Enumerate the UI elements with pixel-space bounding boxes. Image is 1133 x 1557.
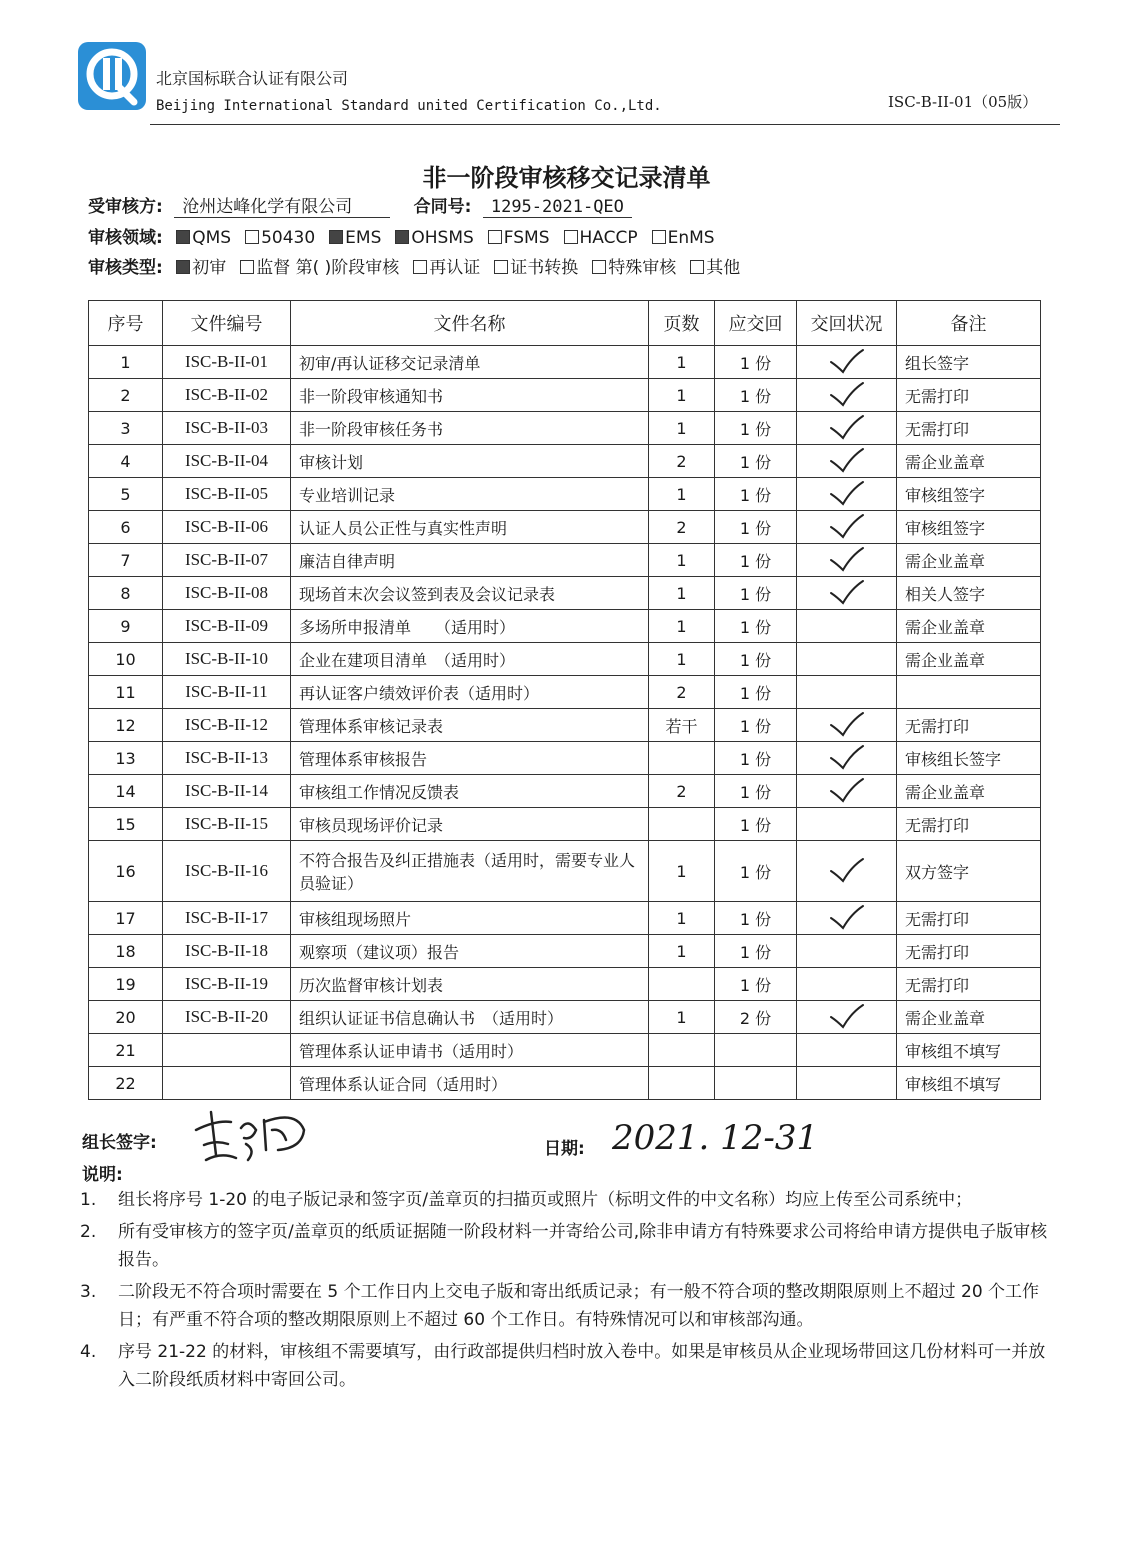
domain-option-label: QMS bbox=[192, 228, 232, 248]
domain-option[interactable] bbox=[488, 228, 550, 248]
file-code: ISC-B-II-13 bbox=[163, 742, 291, 775]
copies-due: 1 份 bbox=[715, 346, 797, 379]
page-count: 2 bbox=[649, 676, 715, 709]
checkbox-icon[interactable] bbox=[592, 260, 606, 274]
audit-domain-row bbox=[88, 223, 729, 248]
domain-option-label: EMS bbox=[345, 228, 382, 248]
checkmark-icon bbox=[827, 744, 867, 772]
column-header: 交回状况 bbox=[797, 301, 897, 346]
file-name: 管理体系认证申请书（适用时） bbox=[291, 1034, 649, 1067]
auditee-label: 受审核方: bbox=[88, 197, 163, 217]
note-text: 组长将序号 1-20 的电子版记录和签字页/盖章页的扫描页或照片（标明文件的中文名称）均应上传至公司系统中； bbox=[118, 1190, 973, 1210]
file-name: 观察项（建议项）报告 bbox=[291, 935, 649, 968]
table-body bbox=[89, 346, 1041, 1100]
page-count bbox=[649, 1034, 715, 1067]
domain-option[interactable] bbox=[564, 228, 638, 248]
column-header: 序号 bbox=[89, 301, 163, 346]
file-name: 管理体系认证合同（适用时） bbox=[291, 1067, 649, 1100]
remark: 需企业盖章 bbox=[897, 610, 1041, 643]
note-number: 1. bbox=[80, 1190, 97, 1210]
page-count: 1 bbox=[649, 610, 715, 643]
auditee-value: 沧州达峰化学有限公司 bbox=[174, 192, 390, 218]
page-count: 2 bbox=[649, 511, 715, 544]
return-status bbox=[797, 577, 897, 610]
file-name: 廉洁自律声明 bbox=[291, 544, 649, 577]
page-count: 1 bbox=[649, 577, 715, 610]
checkbox-icon[interactable] bbox=[176, 260, 190, 274]
copies-due: 1 份 bbox=[715, 709, 797, 742]
checkmark-icon bbox=[827, 1003, 867, 1031]
note-item bbox=[80, 1278, 1050, 1334]
file-name: 历次监督审核计划表 bbox=[291, 968, 649, 1001]
type-option[interactable] bbox=[690, 258, 740, 278]
column-header: 页数 bbox=[649, 301, 715, 346]
return-status bbox=[797, 902, 897, 935]
row-number: 17 bbox=[89, 902, 163, 935]
table-row bbox=[89, 643, 1041, 676]
return-status bbox=[797, 676, 897, 709]
page-count bbox=[649, 968, 715, 1001]
return-status bbox=[797, 1067, 897, 1100]
remark: 需企业盖章 bbox=[897, 1001, 1041, 1034]
file-name: 专业培训记录 bbox=[291, 478, 649, 511]
column-header: 文件编号 bbox=[163, 301, 291, 346]
return-status bbox=[797, 346, 897, 379]
copies-due: 1 份 bbox=[715, 643, 797, 676]
type-option-label: 特殊审核 bbox=[608, 258, 677, 278]
type-option[interactable] bbox=[176, 258, 226, 278]
column-header: 应交回 bbox=[715, 301, 797, 346]
leader-signature-label: 组长签字: bbox=[82, 1133, 157, 1153]
row-number: 21 bbox=[89, 1034, 163, 1067]
copies-due: 1 份 bbox=[715, 742, 797, 775]
row-number: 3 bbox=[89, 412, 163, 445]
return-status bbox=[797, 775, 897, 808]
row-number: 1 bbox=[89, 346, 163, 379]
document-code: ISC-B-II-01（05版） bbox=[888, 93, 1038, 111]
return-status bbox=[797, 379, 897, 412]
type-option-label: 初审 bbox=[192, 258, 227, 278]
domain-option-label: 50430 bbox=[261, 228, 316, 248]
file-name: 组织认证证书信息确认书 （适用时） bbox=[291, 1001, 649, 1034]
table-row bbox=[89, 742, 1041, 775]
table-row bbox=[89, 511, 1041, 544]
copies-due: 1 份 bbox=[715, 379, 797, 412]
note-number: 2. bbox=[80, 1222, 97, 1242]
remark: 需企业盖章 bbox=[897, 544, 1041, 577]
file-code: ISC-B-II-09 bbox=[163, 610, 291, 643]
remark: 无需打印 bbox=[897, 709, 1041, 742]
copies-due: 1 份 bbox=[715, 577, 797, 610]
table-row bbox=[89, 478, 1041, 511]
table-row bbox=[89, 676, 1041, 709]
table-row bbox=[89, 346, 1041, 379]
note-item bbox=[80, 1338, 1050, 1394]
file-name: 现场首末次会议签到表及会议记录表 bbox=[291, 577, 649, 610]
file-code: ISC-B-II-03 bbox=[163, 412, 291, 445]
row-number: 11 bbox=[89, 676, 163, 709]
row-number: 8 bbox=[89, 577, 163, 610]
checkbox-icon[interactable] bbox=[240, 260, 254, 274]
page-count: 1 bbox=[649, 841, 715, 902]
return-status bbox=[797, 1034, 897, 1067]
file-name: 多场所申报清单 （适用时） bbox=[291, 610, 649, 643]
file-code: ISC-B-II-12 bbox=[163, 709, 291, 742]
table-row bbox=[89, 808, 1041, 841]
file-code: ISC-B-II-20 bbox=[163, 1001, 291, 1034]
file-name: 审核组现场照片 bbox=[291, 902, 649, 935]
checkbox-icon[interactable] bbox=[329, 230, 343, 244]
file-name: 认证人员公正性与真实性声明 bbox=[291, 511, 649, 544]
file-name: 再认证客户绩效评价表（适用时） bbox=[291, 676, 649, 709]
return-status bbox=[797, 544, 897, 577]
type-option-label: 其他 bbox=[706, 258, 741, 278]
note-text: 所有受审核方的签字页/盖章页的纸质证据随一阶段材料一并寄给公司,除非申请方有特殊要求公司将给申请方提供电子版审核报告。 bbox=[118, 1222, 1048, 1270]
return-status bbox=[797, 643, 897, 676]
checkmark-icon bbox=[827, 579, 867, 607]
checkbox-icon[interactable] bbox=[690, 260, 704, 274]
checkmark-icon bbox=[827, 857, 867, 885]
page-count bbox=[649, 1067, 715, 1100]
column-header: 文件名称 bbox=[291, 301, 649, 346]
row-number: 18 bbox=[89, 935, 163, 968]
table-row bbox=[89, 841, 1041, 902]
remark bbox=[897, 676, 1041, 709]
page-count: 1 bbox=[649, 412, 715, 445]
remark: 审核组长签字 bbox=[897, 742, 1041, 775]
company-name-cn: 北京国标联合认证有限公司 bbox=[156, 69, 349, 88]
remark: 需企业盖章 bbox=[897, 643, 1041, 676]
domain-option[interactable] bbox=[176, 228, 231, 248]
file-code: ISC-B-II-16 bbox=[163, 841, 291, 902]
checkmark-icon bbox=[827, 381, 867, 409]
domain-option[interactable] bbox=[245, 228, 315, 248]
copies-due: 1 份 bbox=[715, 841, 797, 902]
leader-signature bbox=[186, 1100, 316, 1170]
file-code bbox=[163, 1034, 291, 1067]
page-count: 1 bbox=[649, 478, 715, 511]
table-row bbox=[89, 775, 1041, 808]
header-divider bbox=[150, 124, 1060, 125]
table-row bbox=[89, 544, 1041, 577]
remark: 需企业盖章 bbox=[897, 775, 1041, 808]
file-name: 管理体系审核记录表 bbox=[291, 709, 649, 742]
return-status bbox=[797, 935, 897, 968]
table-row bbox=[89, 709, 1041, 742]
domain-option-label: FSMS bbox=[503, 228, 550, 248]
file-code bbox=[163, 1067, 291, 1100]
checkbox-icon[interactable] bbox=[488, 230, 502, 244]
checkmark-icon bbox=[827, 904, 867, 932]
table-row bbox=[89, 1001, 1041, 1034]
file-code: ISC-B-II-01 bbox=[163, 346, 291, 379]
file-code: ISC-B-II-17 bbox=[163, 902, 291, 935]
domain-option-label: HACCP bbox=[579, 228, 638, 248]
table-row bbox=[89, 610, 1041, 643]
note-number: 4. bbox=[80, 1342, 97, 1362]
audit-domain-label: 审核领域: bbox=[88, 228, 163, 248]
domain-option[interactable] bbox=[329, 228, 381, 248]
file-code: ISC-B-II-11 bbox=[163, 676, 291, 709]
domain-option-label: OHSMS bbox=[411, 228, 474, 248]
copies-due: 1 份 bbox=[715, 610, 797, 643]
row-number: 19 bbox=[89, 968, 163, 1001]
return-status bbox=[797, 841, 897, 902]
remark: 审核组不填写 bbox=[897, 1067, 1041, 1100]
type-option[interactable] bbox=[592, 258, 676, 278]
copies-due: 1 份 bbox=[715, 676, 797, 709]
table-row bbox=[89, 445, 1041, 478]
remark: 审核组签字 bbox=[897, 511, 1041, 544]
table-row bbox=[89, 577, 1041, 610]
checkmark-icon bbox=[827, 414, 867, 442]
page-count: 1 bbox=[649, 935, 715, 968]
return-status bbox=[797, 968, 897, 1001]
file-code: ISC-B-II-19 bbox=[163, 968, 291, 1001]
page-count: 1 bbox=[649, 1001, 715, 1034]
file-name: 管理体系审核报告 bbox=[291, 742, 649, 775]
row-number: 20 bbox=[89, 1001, 163, 1034]
page-count: 1 bbox=[649, 643, 715, 676]
checkmark-icon bbox=[827, 513, 867, 541]
domain-option-label: EnMS bbox=[667, 228, 715, 248]
page-count bbox=[649, 742, 715, 775]
file-name: 不符合报告及纠正措施表（适用时，需要专业人员验证） bbox=[291, 841, 649, 902]
file-name: 企业在建项目清单 （适用时） bbox=[291, 643, 649, 676]
remark: 双方签字 bbox=[897, 841, 1041, 902]
page-count: 2 bbox=[649, 775, 715, 808]
checkmark-icon bbox=[827, 447, 867, 475]
copies-due: 1 份 bbox=[715, 445, 797, 478]
remark: 相关人签字 bbox=[897, 577, 1041, 610]
return-status bbox=[797, 445, 897, 478]
notes-list bbox=[80, 1186, 1050, 1398]
remark: 无需打印 bbox=[897, 808, 1041, 841]
return-status bbox=[797, 412, 897, 445]
table-row bbox=[89, 379, 1041, 412]
file-name: 审核计划 bbox=[291, 445, 649, 478]
checkmark-icon bbox=[827, 480, 867, 508]
return-status bbox=[797, 511, 897, 544]
file-code: ISC-B-II-14 bbox=[163, 775, 291, 808]
row-number: 14 bbox=[89, 775, 163, 808]
checkbox-icon[interactable] bbox=[395, 230, 409, 244]
file-name: 审核员现场评价记录 bbox=[291, 808, 649, 841]
copies-due: 1 份 bbox=[715, 775, 797, 808]
copies-due: 1 份 bbox=[715, 902, 797, 935]
remark: 组长签字 bbox=[897, 346, 1041, 379]
page-count: 1 bbox=[649, 544, 715, 577]
page-count: 2 bbox=[649, 445, 715, 478]
table-row bbox=[89, 412, 1041, 445]
checkbox-icon[interactable] bbox=[564, 230, 578, 244]
file-code: ISC-B-II-05 bbox=[163, 478, 291, 511]
note-text: 二阶段无不符合项时需要在 5 个工作日内上交电子版和寄出纸质记录；有一般不符合项的整改期限原则上不超过 20 个工作日；有严重不符合项的整改期限原则上不超过 60 个工作日。有特殊情况可以和审核部沟通。 bbox=[118, 1282, 1040, 1330]
note-number: 3. bbox=[80, 1282, 97, 1302]
copies-due: 1 份 bbox=[715, 968, 797, 1001]
return-status bbox=[797, 742, 897, 775]
copies-due: 1 份 bbox=[715, 935, 797, 968]
file-code: ISC-B-II-04 bbox=[163, 445, 291, 478]
copies-due bbox=[715, 1067, 797, 1100]
file-code: ISC-B-II-18 bbox=[163, 935, 291, 968]
table-row bbox=[89, 935, 1041, 968]
domain-option[interactable] bbox=[652, 228, 715, 248]
type-option[interactable] bbox=[413, 258, 480, 278]
file-name: 审核组工作情况反馈表 bbox=[291, 775, 649, 808]
checkbox-icon[interactable] bbox=[413, 260, 427, 274]
contract-value: 1295-2021-QEO bbox=[483, 197, 632, 218]
copies-due: 2 份 bbox=[715, 1001, 797, 1034]
copies-due bbox=[715, 1034, 797, 1067]
file-code: ISC-B-II-06 bbox=[163, 511, 291, 544]
return-status bbox=[797, 709, 897, 742]
file-code: ISC-B-II-10 bbox=[163, 643, 291, 676]
page-count: 若干 bbox=[649, 709, 715, 742]
company-logo bbox=[76, 40, 148, 112]
audit-type-row bbox=[88, 253, 754, 278]
remark: 需企业盖章 bbox=[897, 445, 1041, 478]
note-item bbox=[80, 1218, 1050, 1274]
table-row bbox=[89, 968, 1041, 1001]
file-name: 非一阶段审核任务书 bbox=[291, 412, 649, 445]
page-count: 1 bbox=[649, 346, 715, 379]
remark: 审核组签字 bbox=[897, 478, 1041, 511]
row-number: 13 bbox=[89, 742, 163, 775]
note-item bbox=[80, 1186, 1050, 1214]
table-row bbox=[89, 1034, 1041, 1067]
checkbox-icon[interactable] bbox=[245, 230, 259, 244]
copies-due: 1 份 bbox=[715, 544, 797, 577]
checkmark-icon bbox=[827, 546, 867, 574]
row-number: 7 bbox=[89, 544, 163, 577]
company-name-en: Beijing International Standard united Certification Co.,Ltd. bbox=[156, 98, 662, 114]
type-option[interactable] bbox=[240, 258, 399, 278]
file-name: 非一阶段审核通知书 bbox=[291, 379, 649, 412]
form-title: 非一阶段审核移交记录清单 bbox=[422, 164, 711, 192]
checkbox-icon[interactable] bbox=[176, 230, 190, 244]
remark: 无需打印 bbox=[897, 902, 1041, 935]
file-code: ISC-B-II-07 bbox=[163, 544, 291, 577]
domain-option[interactable] bbox=[395, 228, 473, 248]
remark: 审核组不填写 bbox=[897, 1034, 1041, 1067]
date-label: 日期: bbox=[544, 1139, 585, 1159]
row-number: 2 bbox=[89, 379, 163, 412]
remark: 无需打印 bbox=[897, 968, 1041, 1001]
return-status bbox=[797, 610, 897, 643]
copies-due: 1 份 bbox=[715, 511, 797, 544]
row-number: 4 bbox=[89, 445, 163, 478]
file-code: ISC-B-II-08 bbox=[163, 577, 291, 610]
copies-due: 1 份 bbox=[715, 478, 797, 511]
row-number: 16 bbox=[89, 841, 163, 902]
checkbox-icon[interactable] bbox=[652, 230, 666, 244]
row-number: 22 bbox=[89, 1067, 163, 1100]
notes-title: 说明: bbox=[82, 1165, 123, 1185]
row-number: 12 bbox=[89, 709, 163, 742]
file-code: ISC-B-II-15 bbox=[163, 808, 291, 841]
table-row bbox=[89, 1067, 1041, 1100]
type-option-label: 证书转换 bbox=[510, 258, 579, 278]
remark: 无需打印 bbox=[897, 412, 1041, 445]
row-number: 5 bbox=[89, 478, 163, 511]
return-status bbox=[797, 1001, 897, 1034]
return-status bbox=[797, 808, 897, 841]
audit-type-label: 审核类型: bbox=[88, 258, 163, 278]
checkmark-icon bbox=[827, 711, 867, 739]
page-count bbox=[649, 808, 715, 841]
remark: 无需打印 bbox=[897, 379, 1041, 412]
return-status bbox=[797, 478, 897, 511]
copies-due: 1 份 bbox=[715, 808, 797, 841]
document-table bbox=[88, 300, 1041, 1100]
remark: 无需打印 bbox=[897, 935, 1041, 968]
file-code: ISC-B-II-02 bbox=[163, 379, 291, 412]
type-option-label: 再认证 bbox=[429, 258, 481, 278]
page-count: 1 bbox=[649, 902, 715, 935]
column-header: 备注 bbox=[897, 301, 1041, 346]
page-count: 1 bbox=[649, 379, 715, 412]
checkmark-icon bbox=[827, 777, 867, 805]
note-text: 序号 21-22 的材料，审核组不需要填写，由行政部提供归档时放入卷中。如果是审核员从企业现场带回这几份材料可一并放入二阶段纸质材料中寄回公司。 bbox=[118, 1342, 1046, 1390]
table-row bbox=[89, 902, 1041, 935]
auditee-row bbox=[88, 192, 632, 218]
checkmark-icon bbox=[827, 348, 867, 376]
row-number: 10 bbox=[89, 643, 163, 676]
row-number: 9 bbox=[89, 610, 163, 643]
type-option-label: 监督 第( )阶段审核 bbox=[256, 258, 400, 278]
copies-due: 1 份 bbox=[715, 412, 797, 445]
file-name: 初审/再认证移交记录清单 bbox=[291, 346, 649, 379]
checkbox-icon[interactable] bbox=[494, 260, 508, 274]
row-number: 6 bbox=[89, 511, 163, 544]
type-option[interactable] bbox=[494, 258, 578, 278]
contract-label: 合同号: bbox=[413, 197, 472, 217]
row-number: 15 bbox=[89, 808, 163, 841]
table-header-row bbox=[89, 301, 1041, 346]
date-value: 2021. 12-31 bbox=[612, 1118, 819, 1158]
